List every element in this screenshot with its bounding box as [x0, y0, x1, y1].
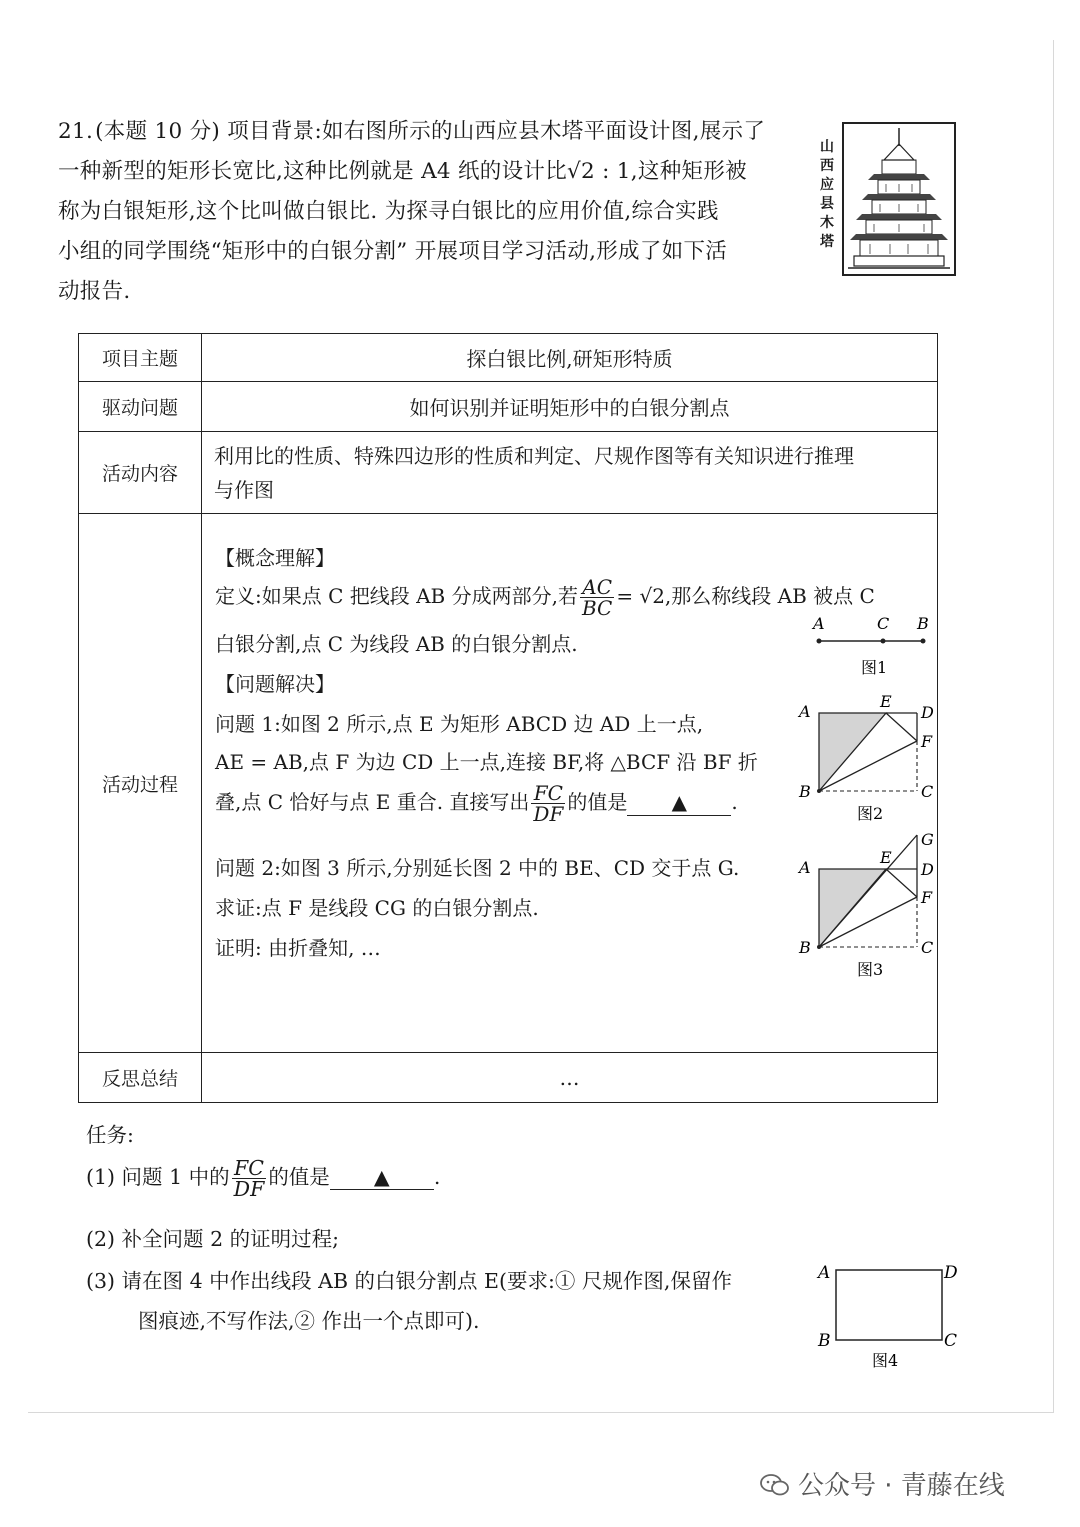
proof-start: 证明: 由折叠知, … — [215, 936, 381, 960]
problem1-text-2: 的值是 — [567, 790, 628, 814]
wechat-icon — [760, 1473, 790, 1497]
content-line-1: 利用比的性质、特殊四边形的性质和判定、尺规作图等有关知识进行推理 — [214, 443, 854, 468]
row-value-reflection: … — [202, 1053, 938, 1103]
fig2-label-c: C — [921, 782, 934, 801]
row-label-reflection: 反思总结 — [79, 1053, 202, 1103]
fraction-numerator: FC — [531, 783, 565, 804]
question-intro — [58, 112, 803, 312]
fig3-caption: 图3 — [857, 960, 884, 979]
task-3-line-2: 图痕迹,不写作法,② 作出一个点即可). — [138, 1309, 480, 1333]
fraction-denominator: DF — [533, 802, 564, 826]
fig3-label-f: F — [921, 888, 933, 907]
concept-heading: 【概念理解】 — [215, 546, 335, 570]
pagoda-frame — [842, 122, 956, 276]
solve-heading: 【问题解决】 — [215, 672, 335, 696]
problem2-line-2: 求证:点 F 是线段 CG 的白银分割点. — [215, 896, 539, 920]
definition-text: 定义:如果点 C 把线段 AB 分成两部分,若 — [215, 584, 578, 608]
fraction-numerator: FC — [232, 1158, 267, 1179]
task-1 — [86, 1158, 440, 1199]
pagoda-caption-char: 塔 — [820, 234, 834, 250]
content-line-2: 与作图 — [214, 477, 274, 502]
task1-answer-blank[interactable]: ▲ — [330, 1165, 434, 1190]
problem1-line-2: AE = AB,点 F 为边 CD 上一点,连接 BF,将 △BCF 沿 BF 折 — [215, 750, 758, 774]
pagoda-caption — [816, 138, 838, 252]
fig2-label-e: E — [880, 695, 892, 711]
pagoda-illustration — [812, 118, 954, 276]
pagoda-caption-char: 县 — [820, 196, 834, 212]
fig2-label-f: F — [921, 732, 933, 751]
table-row — [79, 334, 938, 382]
fraction-denominator: DF — [233, 1177, 265, 1201]
fig3-label-c: C — [921, 938, 934, 957]
pagoda-caption-char: 山 — [820, 139, 834, 155]
ac-bc-fraction — [580, 577, 614, 618]
figure-4 — [810, 1258, 970, 1378]
fraction-denominator: BC — [581, 596, 613, 620]
fig3-label-d: D — [921, 860, 934, 879]
tasks-heading: 任务: — [86, 1123, 134, 1147]
problem2-line-1: 问题 2:如图 3 所示,分别延长图 2 中的 BE、CD 交于点 G. — [215, 856, 740, 880]
task1-text: (1) 问题 1 中的 — [86, 1165, 230, 1189]
intro-line-5: 动报告. — [58, 279, 131, 304]
fc-df-fraction — [531, 783, 565, 824]
row-label-content: 活动内容 — [79, 432, 202, 514]
problem1-line-1: 问题 1:如图 2 所示,点 E 为矩形 ABCD 边 AD 上一点, — [215, 712, 704, 736]
definition-text-2: = √2,那么称线段 AB 被点 C — [616, 584, 875, 608]
fig4-label-c: C — [944, 1331, 958, 1351]
fig2-caption: 图2 — [857, 804, 884, 823]
fig4-label-b: B — [818, 1331, 831, 1351]
table-row — [79, 382, 938, 432]
pagoda-caption-char: 木 — [820, 215, 834, 231]
intro-text-2a: 一种新型的矩形长宽比,这种比例就是 A4 纸的设计比 — [58, 159, 568, 184]
watermark-text: 公众号 · 青藤在线 — [798, 1471, 1005, 1501]
fig3-label-e: E — [880, 848, 892, 867]
fig3-label-a: A — [799, 858, 811, 877]
silver-ratio: √2 : 1 — [567, 159, 631, 184]
table-row — [79, 1053, 938, 1103]
pagoda-drawing — [844, 124, 954, 274]
table-row — [79, 514, 938, 1053]
fig3-label-b: B — [799, 938, 811, 957]
task1-text-2: 的值是 — [268, 1165, 330, 1189]
pagoda-caption-char: 应 — [820, 177, 834, 193]
intro-line-4: 小组的同学围绕“矩形中的白银分割” 开展项目学习活动,形成了如下活 — [58, 239, 728, 264]
problem1-line-3: 叠,点 C 恰好与点 E 重合. 直接写出 $\frac{FC}{DF}$ 的值是 ▲ . — [215, 781, 738, 826]
answer-blank[interactable]: ▲ — [627, 789, 731, 816]
fig4-label-d: D — [944, 1263, 958, 1283]
figure-1 — [805, 611, 935, 681]
row-label-theme: 项目主题 — [79, 334, 202, 382]
task1-fraction — [232, 1158, 267, 1199]
fig1-label-c: C — [877, 614, 890, 633]
fraction-numerator: AC — [580, 577, 614, 598]
task1-period: . — [433, 1165, 441, 1189]
fig2-label-d: D — [921, 703, 934, 722]
figure-2 — [793, 695, 943, 835]
intro-text-2c: ,这种矩形被 — [630, 159, 747, 184]
row-value-driving-question: 如何识别并证明矩形中的白银分割点 — [202, 382, 938, 432]
fig4-label-a: A — [818, 1263, 831, 1283]
intro-text-1: 项目背景:如右图所示的山西应县木塔平面设计图,展示了 — [227, 119, 766, 144]
figure-3 — [793, 831, 943, 991]
fig1-label-b: B — [917, 614, 929, 633]
definition-line-2: 白银分割,点 C 为线段 AB 的白银分割点. — [215, 632, 578, 656]
process-content — [203, 515, 936, 1051]
fig2-label-a: A — [799, 702, 811, 721]
problem1-text: 叠,点 C 恰好与点 E 重合. 直接写出 — [215, 790, 530, 814]
watermark — [760, 1465, 1005, 1502]
fig3-label-g: G — [921, 831, 934, 849]
definition-line-1 — [215, 577, 875, 618]
task-3-line-1: (3) 请在图 4 中作出线段 AB 的白银分割点 E(要求:① 尺规作图,保留作 — [86, 1269, 732, 1293]
row-value-process — [202, 514, 938, 1053]
question-score: (本题 10 分) — [95, 119, 221, 144]
row-value-content — [202, 432, 938, 514]
intro-line-1 — [58, 112, 803, 152]
fig2-label-b: B — [799, 782, 811, 801]
table-row — [79, 432, 938, 514]
row-label-process: 活动过程 — [79, 514, 202, 1053]
intro-line-2 — [58, 152, 803, 192]
row-label-driving-question: 驱动问题 — [79, 382, 202, 432]
fig1-label-a: A — [813, 614, 825, 633]
activity-report-table — [78, 333, 938, 1103]
row-value-theme: 探白银比例,研矩形特质 — [202, 334, 938, 382]
question-number: 21. — [58, 119, 94, 144]
fig1-caption: 图1 — [861, 658, 888, 677]
task-2: (2) 补全问题 2 的证明过程; — [86, 1227, 340, 1251]
fig4-caption: 图4 — [872, 1351, 899, 1370]
intro-line-3: 称为白银矩形,这个比叫做白银比. 为探寻白银比的应用价值,综合实践 — [58, 199, 719, 224]
pagoda-caption-char: 西 — [820, 158, 834, 174]
